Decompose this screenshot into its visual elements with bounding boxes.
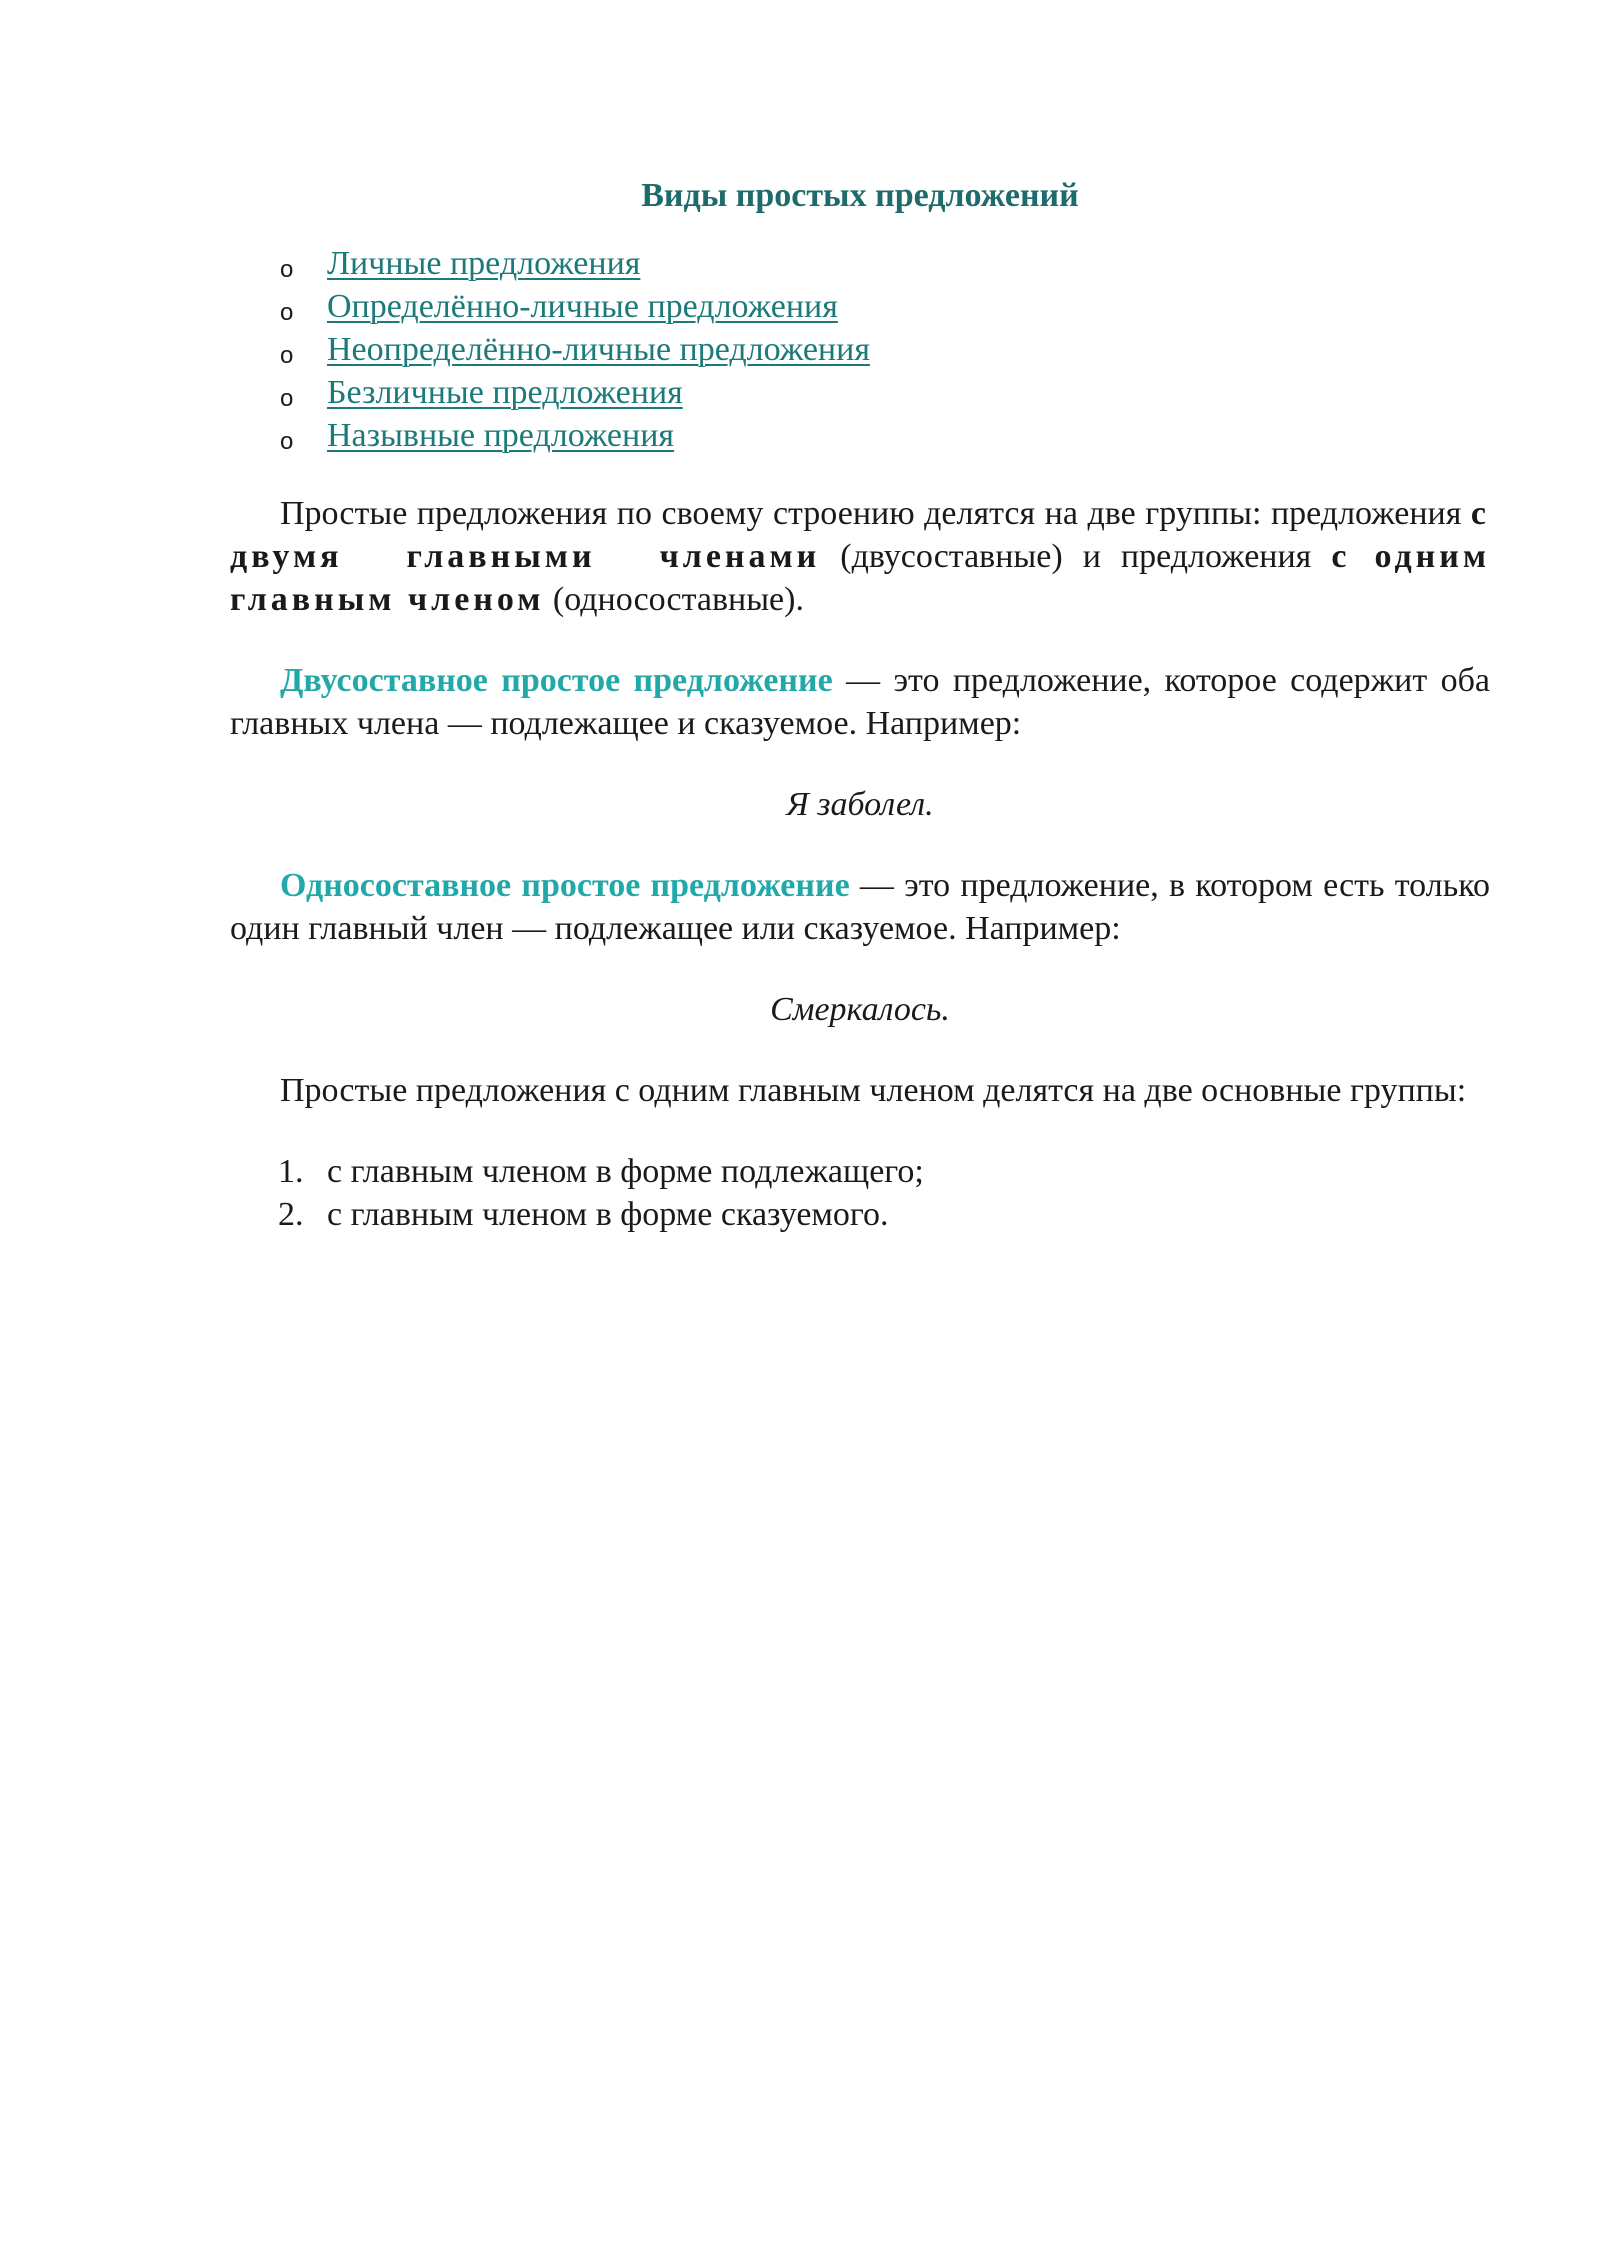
- toc-item: [230, 371, 1490, 414]
- toc-link-indefinite-personal[interactable]: Неопределённо-личные предложения: [327, 331, 870, 368]
- example-one-part: Смеркалось.: [770, 991, 950, 1028]
- toc-list: [230, 242, 1490, 457]
- emphasis-one-member: с одним главным членом: [230, 538, 1491, 618]
- list-item: [230, 1193, 1490, 1236]
- toc-item: [230, 328, 1490, 371]
- one-part-definition: [230, 864, 1490, 950]
- toc-link-definite-personal[interactable]: Определённо-личные предложения: [327, 288, 838, 325]
- bullet-icon: o: [280, 385, 294, 412]
- toc-item: [230, 242, 1490, 285]
- bullet-icon: o: [280, 299, 294, 326]
- bullet-icon: o: [280, 256, 294, 283]
- term-two-part: Двусоставное простое предложение: [280, 662, 833, 699]
- list-number: 1.: [278, 1153, 304, 1190]
- list-number: 2.: [278, 1196, 304, 1233]
- two-part-definition: [230, 659, 1490, 745]
- intro-text-1: Простые предложения по своему строению делятся на две группы: предложения: [280, 495, 1471, 532]
- bullet-icon: o: [280, 428, 294, 455]
- document-page: [230, 170, 1490, 1236]
- intro-text-3: (односоставные).: [544, 581, 804, 618]
- bullet-icon: o: [280, 342, 294, 369]
- list-item-text: с главным членом в форме сказуемого.: [327, 1196, 889, 1233]
- toc-item: [230, 285, 1490, 328]
- toc-item: [230, 414, 1490, 457]
- intro-paragraph: [230, 492, 1490, 621]
- page-title: Виды простых предложений: [641, 177, 1079, 214]
- toc-link-personal[interactable]: Личные предложения: [327, 245, 641, 282]
- toc-link-nominative[interactable]: Назывные предложения: [327, 417, 675, 454]
- example-two-part: Я заболел.: [786, 786, 934, 823]
- term-one-part: Односоставное простое предложение: [280, 867, 850, 904]
- list-item: [230, 1150, 1490, 1193]
- two-part-text: — это предложение, которое содержит оба главных члена — подлежащее и сказуемое. Например:: [230, 662, 1490, 742]
- one-part-text: — это предложение, в котором есть только один главный член — подлежащее или сказуемое. Например:: [230, 867, 1490, 947]
- list-item-text: с главным членом в форме подлежащего;: [327, 1153, 924, 1190]
- emphasis-two-members: с двумя главными членами: [230, 495, 1490, 575]
- toc-link-impersonal[interactable]: Безличные предложения: [327, 374, 683, 411]
- intro-text-2: (двусоставные) и предложения: [820, 538, 1332, 575]
- groups-intro-paragraph: Простые предложения с одним главным членом делятся на две основные группы:: [280, 1072, 1467, 1109]
- groups-list: [230, 1150, 1490, 1236]
